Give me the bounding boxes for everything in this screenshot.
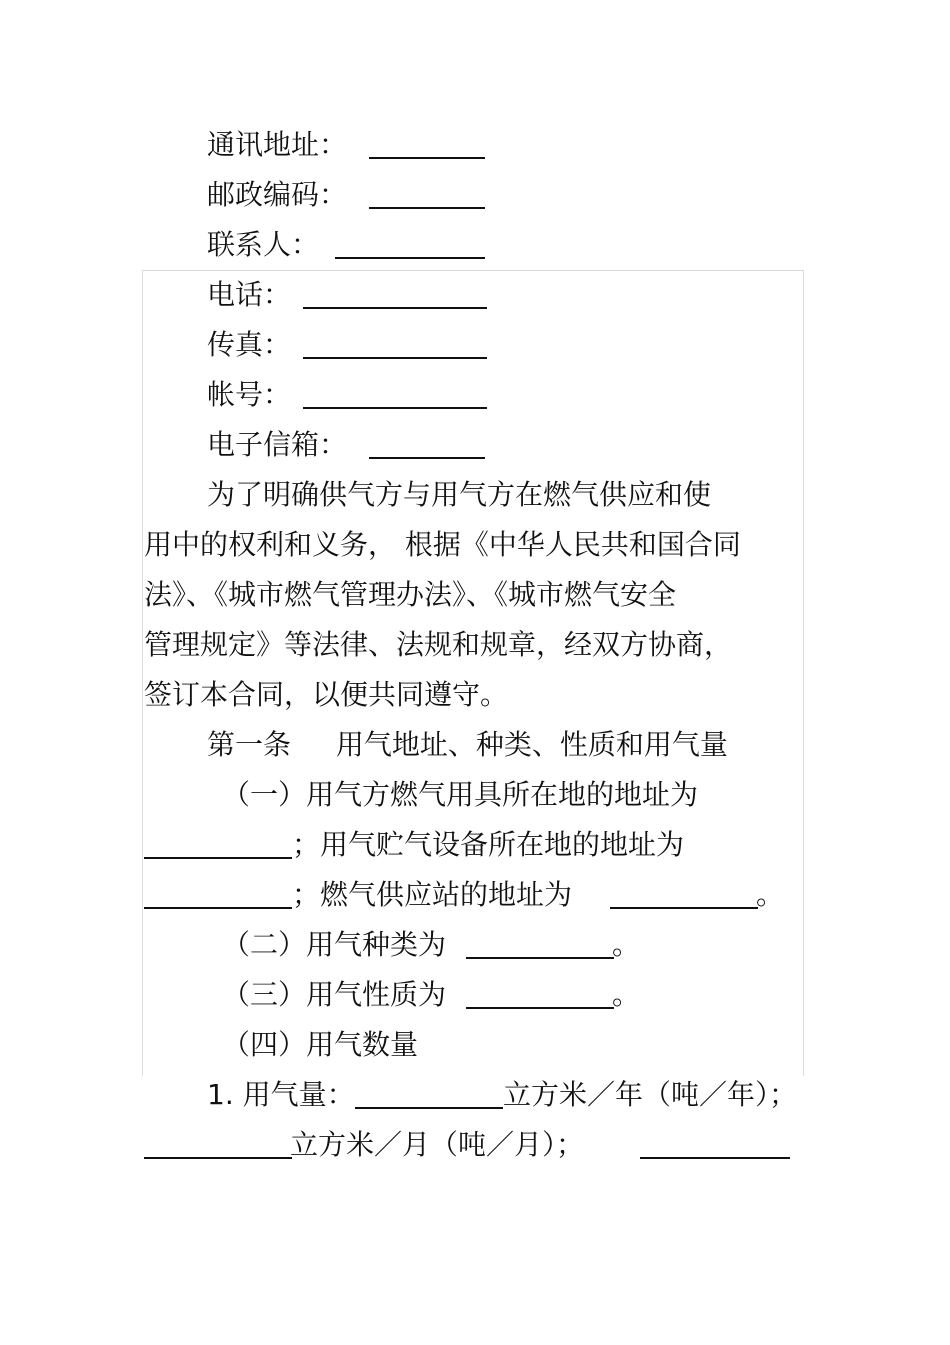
contact-person-line bbox=[207, 227, 319, 263]
item-4-line: （四）用气数量 bbox=[222, 1028, 419, 1061]
fill-in-blank bbox=[610, 907, 758, 909]
contact-email-line bbox=[207, 427, 347, 463]
period: 。 bbox=[612, 928, 641, 961]
period: 。 bbox=[756, 878, 785, 911]
article-1-heading bbox=[207, 727, 728, 763]
fill-in-blank bbox=[144, 1157, 292, 1159]
sub-1-line-2 bbox=[144, 1127, 794, 1163]
preamble-line-4: 管理规定》等法律、法规和规章，经双方协商， bbox=[144, 628, 733, 661]
field-label: 通讯地址： bbox=[207, 128, 348, 161]
preamble-line-1: 为了明确供气方与用气方在燃气供应和使 bbox=[207, 478, 712, 511]
item-1-line-1: （一）用气方燃气用具所在地的地址为 bbox=[222, 778, 699, 811]
item-1-line-2-text: ；用气贮气设备所在地的地址为 bbox=[292, 828, 685, 861]
sub-1-label: 1. 用气量： bbox=[207, 1078, 355, 1111]
article-title: 用气地址、种类、性质和用气量 bbox=[335, 728, 728, 761]
item-1-line-2 bbox=[144, 827, 744, 863]
article-number: 第一条 bbox=[207, 728, 292, 761]
fill-in-blank bbox=[355, 1107, 503, 1109]
unit-per-year: 立方米／年（吨／年）； bbox=[503, 1078, 798, 1111]
contact-postcode-line bbox=[207, 177, 347, 213]
contact-phone-line bbox=[207, 277, 291, 313]
fill-in-blank bbox=[144, 857, 292, 859]
field-label: 帐号： bbox=[207, 378, 292, 411]
contact-fax-line bbox=[207, 327, 291, 363]
preamble-line-3: 法》、《城市燃气管理办法》、《城市燃气安全 bbox=[144, 578, 677, 611]
item-3-text: （三）用气性质为 bbox=[222, 978, 447, 1011]
field-label: 邮政编码： bbox=[207, 178, 348, 211]
preamble-line-2: 用中的权利和义务， 根据《中华人民共和国合同 bbox=[144, 528, 741, 561]
preamble-line-5: 签订本合同，以便共同遵守。 bbox=[144, 678, 509, 711]
fill-in-blank bbox=[466, 1007, 614, 1009]
contact-account-line bbox=[207, 377, 291, 413]
fill-in-blank bbox=[640, 1157, 790, 1159]
fill-in-blank bbox=[466, 957, 614, 959]
sub-1-line-1 bbox=[207, 1077, 807, 1113]
item-2-line bbox=[222, 927, 662, 963]
fill-in-blank bbox=[369, 457, 485, 459]
field-label: 电话： bbox=[207, 278, 292, 311]
field-label: 传真： bbox=[207, 328, 292, 361]
fill-in-blank bbox=[369, 157, 485, 159]
fill-in-blank bbox=[144, 907, 292, 909]
item-3-line bbox=[222, 977, 662, 1013]
item-1-line-3 bbox=[144, 877, 784, 913]
contact-address-line bbox=[207, 127, 347, 163]
fill-in-blank bbox=[369, 207, 485, 209]
fill-in-blank bbox=[335, 257, 485, 259]
field-label: 电子信箱： bbox=[207, 428, 348, 461]
field-label: 联系人： bbox=[207, 228, 320, 261]
period: 。 bbox=[612, 978, 641, 1011]
fill-in-blank bbox=[303, 407, 487, 409]
item-2-text: （二）用气种类为 bbox=[222, 928, 447, 961]
unit-per-month: 立方米／月（吨／月）； bbox=[290, 1128, 585, 1161]
fill-in-blank bbox=[303, 357, 487, 359]
fill-in-blank bbox=[303, 307, 487, 309]
item-1-line-3-text: ；燃气供应站的地址为 bbox=[292, 878, 573, 911]
